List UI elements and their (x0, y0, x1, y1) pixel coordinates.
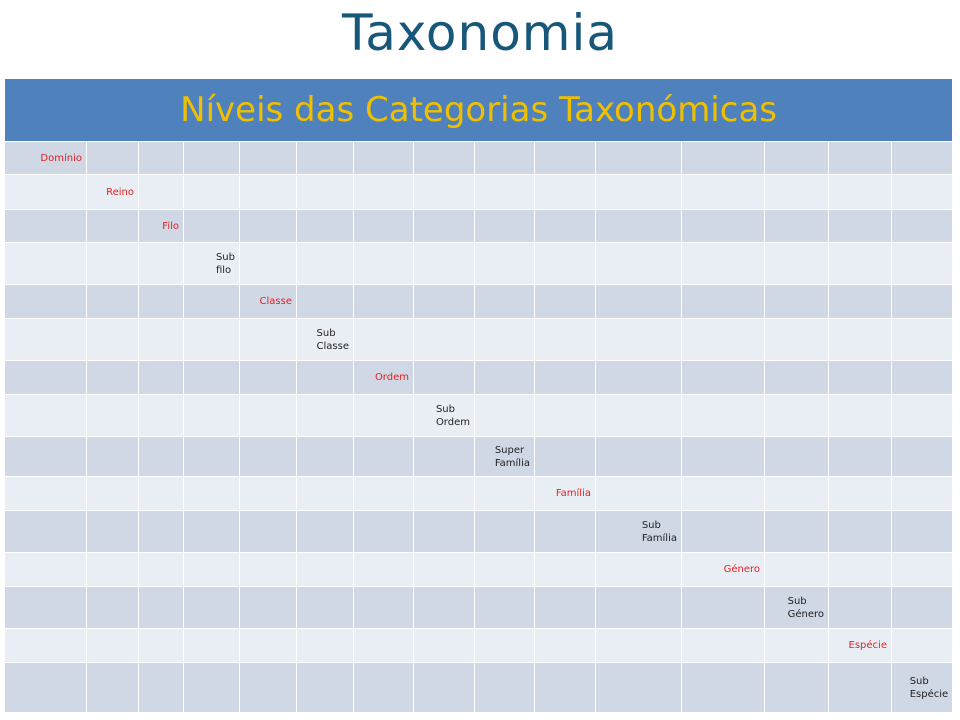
empty-cell (475, 511, 535, 553)
empty-cell (892, 361, 953, 395)
category-label: Espécie (848, 640, 887, 651)
category-label: Família (555, 488, 591, 499)
category-label: Super Família (494, 444, 530, 469)
empty-cell (535, 553, 596, 587)
empty-cell (354, 319, 414, 361)
empty-cell (682, 511, 765, 553)
empty-cell (297, 395, 354, 437)
empty-cell (5, 477, 87, 511)
empty-cell (475, 663, 535, 713)
empty-cell (596, 319, 682, 361)
empty-cell (475, 395, 535, 437)
table-row (5, 319, 953, 361)
empty-cell (414, 319, 475, 361)
empty-cell (297, 175, 354, 210)
empty-cell (596, 243, 682, 285)
category-label: Ordem (374, 372, 409, 383)
empty-cell (829, 437, 892, 477)
empty-cell (682, 285, 765, 319)
table-row (5, 437, 953, 477)
empty-cell (596, 395, 682, 437)
empty-cell (596, 361, 682, 395)
empty-cell (297, 361, 354, 395)
empty-cell (139, 511, 184, 553)
empty-cell (765, 210, 829, 243)
empty-cell (682, 175, 765, 210)
empty-cell (184, 142, 240, 175)
empty-cell (297, 285, 354, 319)
empty-cell (240, 477, 297, 511)
empty-cell (829, 210, 892, 243)
empty-cell (354, 142, 414, 175)
empty-cell (139, 361, 184, 395)
empty-cell (5, 553, 87, 587)
empty-cell (682, 319, 765, 361)
empty-cell (5, 629, 87, 663)
empty-cell (184, 587, 240, 629)
empty-cell (765, 511, 829, 553)
empty-cell (892, 629, 953, 663)
empty-cell (765, 142, 829, 175)
table-row (5, 587, 953, 629)
empty-cell (765, 663, 829, 713)
empty-cell (240, 663, 297, 713)
category-cell (5, 142, 87, 175)
empty-cell (87, 395, 139, 437)
empty-cell (414, 511, 475, 553)
empty-cell (354, 477, 414, 511)
empty-cell (297, 210, 354, 243)
empty-cell (535, 142, 596, 175)
empty-cell (139, 437, 184, 477)
empty-cell (892, 175, 953, 210)
empty-cell (892, 437, 953, 477)
empty-cell (139, 319, 184, 361)
empty-cell (682, 477, 765, 511)
empty-cell (354, 210, 414, 243)
table-row (5, 361, 953, 395)
category-cell (829, 629, 892, 663)
category-label: Domínio (40, 152, 82, 164)
empty-cell (892, 587, 953, 629)
empty-cell (682, 361, 765, 395)
empty-cell (765, 477, 829, 511)
empty-cell (87, 477, 139, 511)
table-row (5, 175, 953, 210)
empty-cell (297, 553, 354, 587)
empty-cell (414, 243, 475, 285)
category-cell (682, 553, 765, 587)
empty-cell (829, 243, 892, 285)
empty-cell (892, 477, 953, 511)
empty-cell (765, 361, 829, 395)
empty-cell (829, 285, 892, 319)
empty-cell (5, 511, 87, 553)
empty-cell (139, 175, 184, 210)
empty-cell (682, 663, 765, 713)
empty-cell (892, 511, 953, 553)
empty-cell (596, 553, 682, 587)
empty-cell (240, 395, 297, 437)
empty-cell (184, 553, 240, 587)
empty-cell (184, 175, 240, 210)
empty-cell (892, 243, 953, 285)
empty-cell (139, 285, 184, 319)
empty-cell (765, 175, 829, 210)
category-label: Sub Género (787, 595, 824, 620)
empty-cell (354, 587, 414, 629)
empty-cell (5, 175, 87, 210)
empty-cell (5, 361, 87, 395)
empty-cell (535, 395, 596, 437)
empty-cell (596, 663, 682, 713)
empty-cell (297, 629, 354, 663)
empty-cell (354, 175, 414, 210)
empty-cell (297, 437, 354, 477)
empty-cell (297, 477, 354, 511)
empty-cell (139, 587, 184, 629)
category-label: Sub filo (215, 251, 235, 276)
empty-cell (414, 477, 475, 511)
empty-cell (240, 243, 297, 285)
empty-cell (535, 437, 596, 477)
empty-cell (139, 395, 184, 437)
empty-cell (765, 395, 829, 437)
empty-cell (765, 243, 829, 285)
category-cell (414, 395, 475, 437)
empty-cell (87, 587, 139, 629)
empty-cell (596, 210, 682, 243)
category-label: Género (723, 564, 760, 575)
empty-cell (829, 553, 892, 587)
empty-cell (87, 243, 139, 285)
empty-cell (297, 511, 354, 553)
empty-cell (87, 319, 139, 361)
empty-cell (297, 142, 354, 175)
empty-cell (354, 663, 414, 713)
table-row (5, 477, 953, 511)
taxonomy-table (4, 78, 953, 713)
empty-cell (596, 629, 682, 663)
category-cell (765, 587, 829, 629)
empty-cell (240, 587, 297, 629)
empty-cell (5, 587, 87, 629)
category-label: Reino (106, 186, 134, 198)
empty-cell (414, 285, 475, 319)
empty-cell (475, 319, 535, 361)
empty-cell (892, 553, 953, 587)
empty-cell (682, 210, 765, 243)
empty-cell (829, 511, 892, 553)
empty-cell (892, 395, 953, 437)
empty-cell (354, 511, 414, 553)
empty-cell (87, 629, 139, 663)
empty-cell (5, 319, 87, 361)
empty-cell (829, 663, 892, 713)
empty-cell (139, 243, 184, 285)
empty-cell (5, 663, 87, 713)
empty-cell (596, 142, 682, 175)
empty-cell (765, 629, 829, 663)
empty-cell (829, 319, 892, 361)
empty-cell (682, 629, 765, 663)
table-header: Níveis das Categorias Taxonómicas (5, 79, 953, 142)
empty-cell (475, 361, 535, 395)
empty-cell (5, 210, 87, 243)
table-row (5, 663, 953, 713)
empty-cell (414, 663, 475, 713)
empty-cell (240, 142, 297, 175)
category-label: Filo (162, 220, 179, 232)
table-row (5, 285, 953, 319)
category-cell (535, 477, 596, 511)
empty-cell (240, 319, 297, 361)
category-cell (87, 175, 139, 210)
empty-cell (240, 175, 297, 210)
page-title: Taxonomia (341, 4, 619, 62)
empty-cell (892, 319, 953, 361)
empty-cell (596, 477, 682, 511)
category-cell (354, 361, 414, 395)
empty-cell (184, 285, 240, 319)
empty-cell (354, 629, 414, 663)
table-row (5, 395, 953, 437)
empty-cell (596, 437, 682, 477)
category-cell (240, 285, 297, 319)
category-label: Sub Família (641, 519, 677, 544)
table-row (5, 553, 953, 587)
category-cell (297, 319, 354, 361)
empty-cell (829, 395, 892, 437)
empty-cell (475, 175, 535, 210)
empty-cell (535, 663, 596, 713)
empty-cell (354, 437, 414, 477)
empty-cell (5, 437, 87, 477)
empty-cell (87, 361, 139, 395)
empty-cell (682, 243, 765, 285)
empty-cell (535, 243, 596, 285)
empty-cell (139, 553, 184, 587)
category-label: Sub Classe (316, 327, 349, 352)
empty-cell (829, 587, 892, 629)
empty-cell (297, 663, 354, 713)
empty-cell (414, 629, 475, 663)
empty-cell (354, 553, 414, 587)
empty-cell (829, 175, 892, 210)
empty-cell (184, 395, 240, 437)
empty-cell (475, 477, 535, 511)
empty-cell (765, 437, 829, 477)
empty-cell (682, 437, 765, 477)
empty-cell (240, 437, 297, 477)
empty-cell (87, 285, 139, 319)
empty-cell (139, 477, 184, 511)
empty-cell (414, 175, 475, 210)
empty-cell (87, 142, 139, 175)
empty-cell (240, 553, 297, 587)
empty-cell (765, 553, 829, 587)
empty-cell (354, 285, 414, 319)
empty-cell (414, 437, 475, 477)
empty-cell (475, 243, 535, 285)
empty-cell (765, 285, 829, 319)
empty-cell (414, 142, 475, 175)
empty-cell (5, 285, 87, 319)
empty-cell (682, 142, 765, 175)
empty-cell (240, 210, 297, 243)
empty-cell (892, 210, 953, 243)
empty-cell (87, 663, 139, 713)
empty-cell (682, 587, 765, 629)
empty-cell (682, 395, 765, 437)
empty-cell (414, 587, 475, 629)
empty-cell (139, 142, 184, 175)
empty-cell (240, 361, 297, 395)
category-cell (475, 437, 535, 477)
empty-cell (87, 553, 139, 587)
empty-cell (354, 243, 414, 285)
empty-cell (184, 663, 240, 713)
empty-cell (240, 511, 297, 553)
empty-cell (184, 361, 240, 395)
empty-cell (596, 175, 682, 210)
category-cell (892, 663, 953, 713)
empty-cell (475, 210, 535, 243)
empty-cell (535, 629, 596, 663)
empty-cell (184, 319, 240, 361)
empty-cell (297, 587, 354, 629)
empty-cell (829, 142, 892, 175)
table-row (5, 511, 953, 553)
category-cell (139, 210, 184, 243)
empty-cell (829, 361, 892, 395)
table-row (5, 629, 953, 663)
category-cell (596, 511, 682, 553)
empty-cell (5, 243, 87, 285)
empty-cell (184, 210, 240, 243)
category-cell (184, 243, 240, 285)
empty-cell (535, 175, 596, 210)
empty-cell (535, 285, 596, 319)
empty-cell (765, 319, 829, 361)
empty-cell (535, 361, 596, 395)
category-label: Classe (259, 296, 292, 307)
table-row (5, 243, 953, 285)
empty-cell (475, 553, 535, 587)
empty-cell (829, 477, 892, 511)
empty-cell (475, 587, 535, 629)
empty-cell (414, 361, 475, 395)
empty-cell (87, 210, 139, 243)
empty-cell (535, 511, 596, 553)
empty-cell (475, 629, 535, 663)
empty-cell (297, 243, 354, 285)
empty-cell (87, 437, 139, 477)
empty-cell (414, 210, 475, 243)
table-row (5, 142, 953, 175)
empty-cell (139, 629, 184, 663)
empty-cell (354, 395, 414, 437)
empty-cell (184, 629, 240, 663)
empty-cell (535, 319, 596, 361)
empty-cell (139, 663, 184, 713)
empty-cell (5, 395, 87, 437)
empty-cell (475, 285, 535, 319)
empty-cell (596, 285, 682, 319)
empty-cell (596, 587, 682, 629)
empty-cell (892, 285, 953, 319)
category-label: Sub Ordem (435, 403, 470, 428)
empty-cell (414, 553, 475, 587)
empty-cell (87, 511, 139, 553)
empty-cell (535, 587, 596, 629)
empty-cell (892, 142, 953, 175)
empty-cell (535, 210, 596, 243)
empty-cell (184, 437, 240, 477)
empty-cell (240, 629, 297, 663)
table-row (5, 210, 953, 243)
empty-cell (184, 477, 240, 511)
category-label: Sub Espécie (909, 675, 949, 700)
empty-cell (184, 511, 240, 553)
empty-cell (475, 142, 535, 175)
